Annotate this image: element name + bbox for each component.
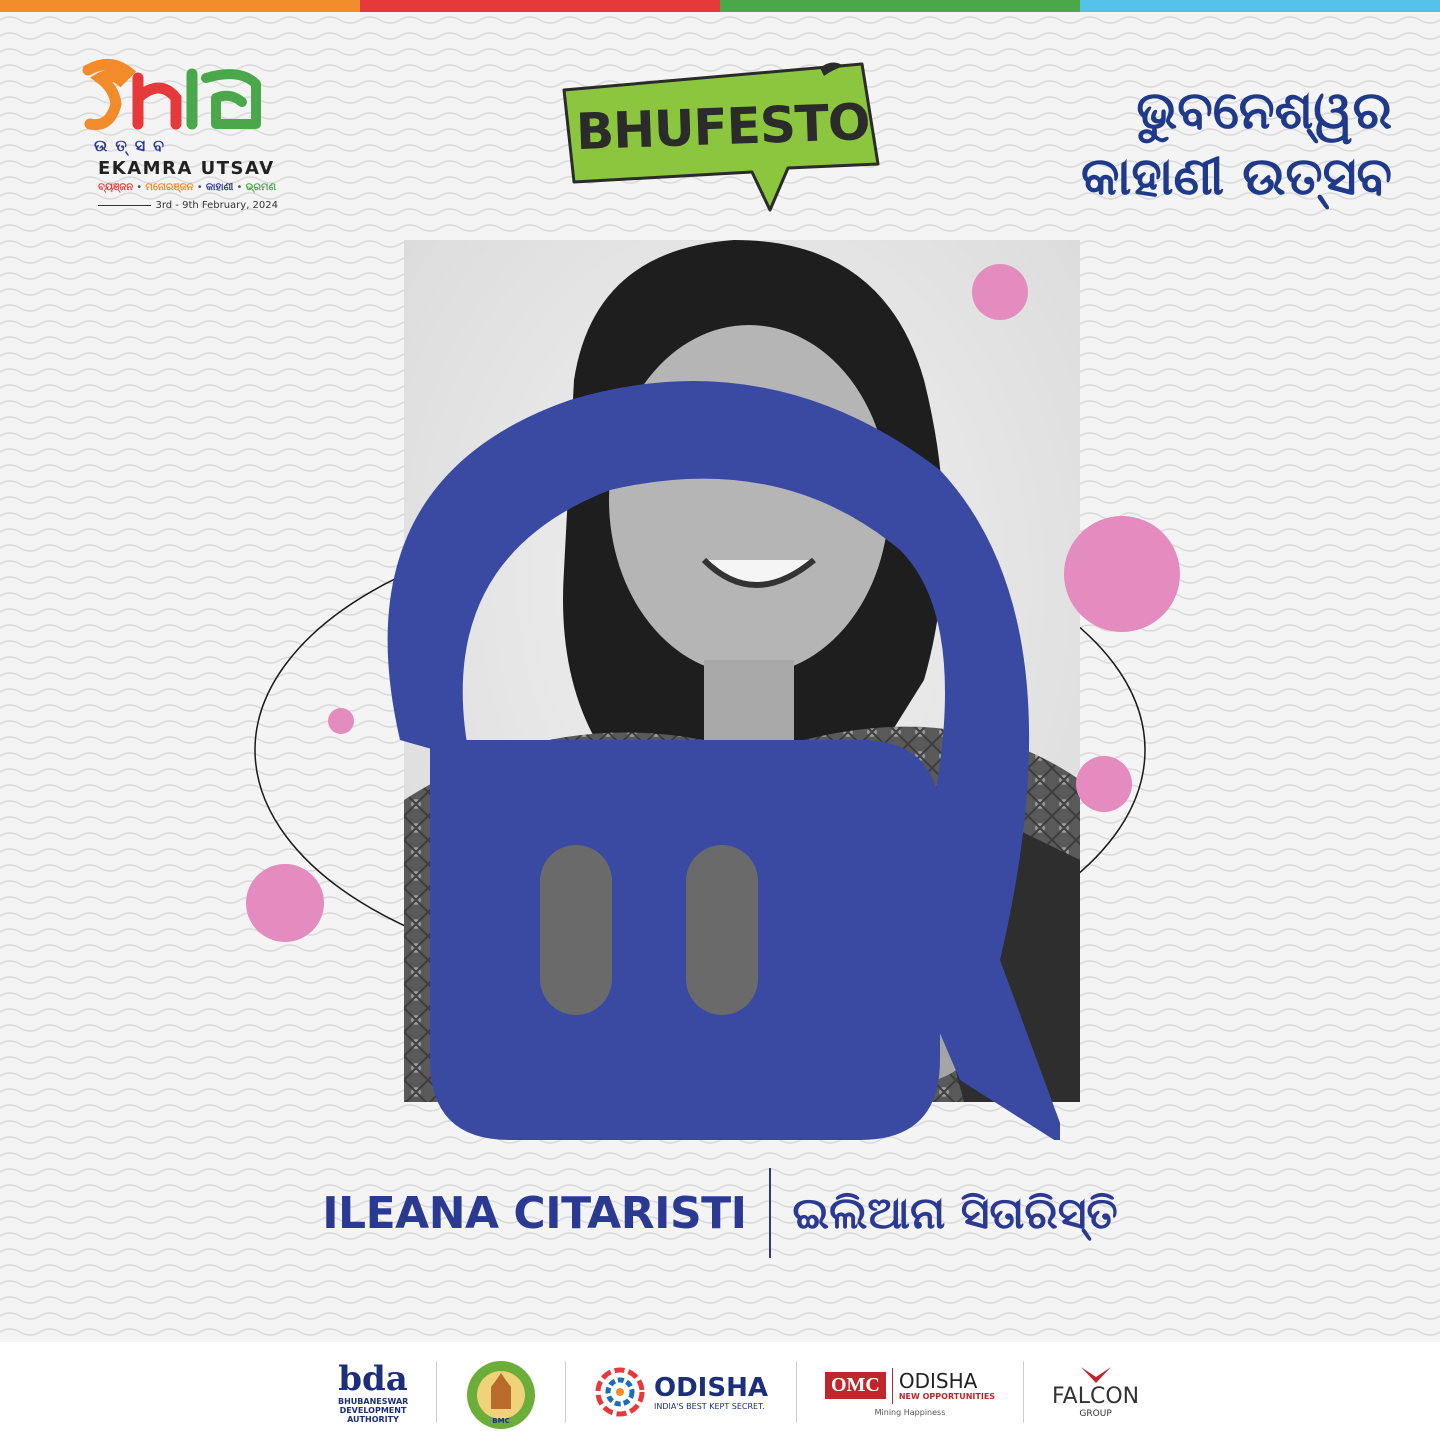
ekamra-logo-mark xyxy=(80,58,270,138)
odisha-name: ODISHA xyxy=(654,1372,768,1403)
pink-circle-right-small xyxy=(1076,756,1132,812)
sponsor-falcon xyxy=(1024,1352,1167,1432)
odisha-tag: INDIA'S BEST KEPT SECRET. xyxy=(654,1401,765,1411)
tagline-word-1: ବ୍ୟଞ୍ଜନ xyxy=(98,182,134,193)
bmc-mark: BMC xyxy=(492,1417,510,1425)
omc-row xyxy=(825,1368,995,1404)
numeral-overlay xyxy=(340,360,1060,1140)
bda-subtitle: BHUBANESWAR DEVELOPMENT AUTHORITY xyxy=(338,1396,409,1424)
numeral-hole-left xyxy=(540,845,612,1015)
speaker-name-odia: ଇଲିଆନା ସିତାରିସ୍ତି xyxy=(792,1187,1118,1239)
tagline-word-2: ମନୋରଞ୍ଜନ xyxy=(145,182,194,193)
ekamra-sub: ଉତ୍ସବ xyxy=(94,136,173,155)
bhufesto-text: BHUFESTO xyxy=(575,92,871,162)
pink-circle-left-tiny xyxy=(328,708,354,734)
pink-circle-right-large xyxy=(1064,516,1180,632)
omc-odisha: ODISHA xyxy=(898,1369,978,1393)
ekamra-utsav-logo xyxy=(80,58,280,218)
omc-mark: OMC xyxy=(825,1372,886,1399)
speaker-name-row xyxy=(0,1168,1440,1258)
bda-mark: bda xyxy=(338,1358,408,1399)
pink-circle-top xyxy=(972,264,1028,320)
top-bar-blue xyxy=(1080,0,1440,12)
event-title-line-1: ଭୁବନେଶ୍ୱର xyxy=(1136,81,1392,141)
bhufesto-logo xyxy=(556,60,886,215)
tagline-word-3: କାହାଣୀ xyxy=(205,182,234,193)
event-title-line-2: କାହାଣୀ ଉତ୍ସବ xyxy=(1081,147,1392,207)
odisha-tourism-icon xyxy=(594,1366,646,1418)
top-bar-red xyxy=(360,0,720,12)
odisha-tourism-text xyxy=(654,1374,768,1411)
falcon-wing-icon xyxy=(1079,1365,1113,1385)
sponsor-bmc xyxy=(437,1352,565,1432)
omc-foot: Mining Happiness xyxy=(874,1407,946,1417)
dates-text: 3rd - 9th February, 2024 xyxy=(155,200,278,211)
top-bar-green xyxy=(720,0,1080,12)
sponsor-footer xyxy=(0,1342,1440,1440)
tagline-word-4: ଭ୍ରମଣ xyxy=(245,182,277,193)
numeral-hole-right xyxy=(686,845,758,1015)
sponsor-omc xyxy=(797,1352,1023,1432)
name-divider xyxy=(769,1168,771,1258)
falcon-group: GROUP xyxy=(1079,1409,1112,1419)
dates-rule xyxy=(98,205,151,206)
pink-circle-left xyxy=(246,864,324,942)
sponsor-odisha-tourism xyxy=(566,1352,796,1432)
omc-tag: NEW OPPORTUNITIES xyxy=(898,1392,996,1401)
sponsor-strip xyxy=(310,1350,1167,1434)
omc-right xyxy=(899,1370,995,1401)
event-title xyxy=(1081,78,1392,210)
top-bar-orange xyxy=(0,0,360,12)
falcon-name: FALCON xyxy=(1052,1384,1140,1409)
ekamra-dates xyxy=(98,200,278,211)
sponsor-bda xyxy=(310,1352,436,1432)
top-color-bar xyxy=(0,0,1440,12)
ekamra-tagline: ବ୍ୟଞ୍ଜନ • ମନୋରଞ୍ଜନ • କାହାଣୀ • ଭ୍ରମଣ xyxy=(98,182,277,193)
omc-divider xyxy=(892,1368,893,1404)
ekamra-title: EKAMRA UTSAV xyxy=(98,158,275,179)
speaker-name-english: ILEANA CITARISTI xyxy=(322,1187,747,1239)
